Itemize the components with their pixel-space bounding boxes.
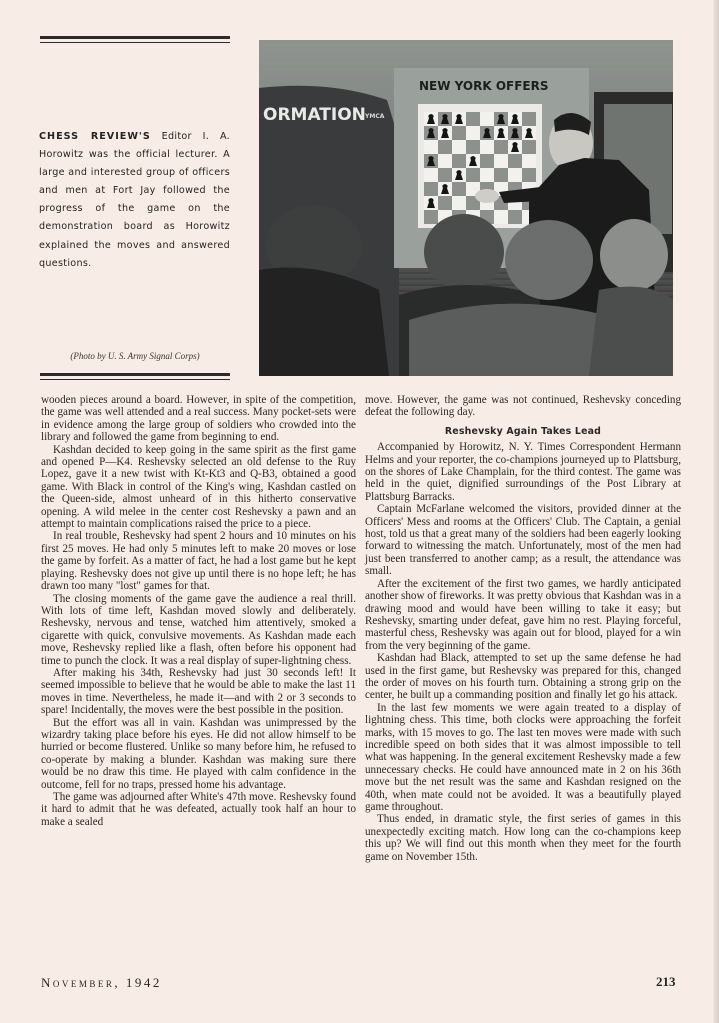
board-square <box>494 210 508 224</box>
top-rule <box>40 36 230 43</box>
article-paragraph: After making his 34th, Reshevsky had just 30 seconds left! It seemed impossible to believe that he would be able to make the last 11 moves in time. Nevertheless, he made it—and with 2 or 3 seconds to spare! Incidentally, the moves were the best possible in the position. <box>41 666 356 717</box>
board-square <box>508 168 522 182</box>
board-square <box>438 196 452 210</box>
article-paragraph: After the excitement of the first two games, we hardly anticipated another show of fireworks. It was pretty obvious that Kashdan was in a drawing mood and would have been willing to take it easy; but Reshevsky, smarting under defeat, gave him no rest. Playing forceful, masterful chess, Reshevsky was again out for blood, played for a win from the very beginning of the game. <box>365 577 681 652</box>
photo-caption <box>39 128 230 273</box>
board-square <box>508 210 522 224</box>
section-heading: Reshevsky Again Takes Lead <box>444 425 602 437</box>
article-paragraph: In the last few moments we were again treated to a display of lightning chess. This time, both clocks were approaching the forfeit marks, with 15 moves to go. The last ten moves were made with such incredible speed on both sides that it was almost impossible to tell what was happening. In the general excitement Reshevsky made a few unnecessary checks. He could have announced mate in 2 on his 36th move but the net result was the same and Kashdan resigned on the 40th, when mate could not be avoided. It was a beautifully played game throughout. <box>365 701 681 813</box>
board-square <box>522 140 536 154</box>
board-square <box>480 140 494 154</box>
board-square <box>480 154 494 168</box>
article-paragraph: Thus ended, in dramatic style, the first series of games in this unexpectedly exciting match. How long can the co-champions keep this up? We will find out this month when they meet for the fourth game on November 15th. <box>365 813 681 863</box>
board-square <box>494 168 508 182</box>
photo-credit: (Photo by U. S. Army Signal Corps) <box>70 351 200 361</box>
photo <box>259 40 673 376</box>
audience-head <box>505 220 593 300</box>
board-square <box>466 112 480 126</box>
board-square <box>438 154 452 168</box>
article-paragraph: Kashdan decided to keep going in the same spirit as the first game and opened P—K4. Reshevsky selected an old defense to the Ruy Lopez, gave it a new twist with Kt-Kt3 and Q-B3, obtained a good game. With Black in control of the King's wing, Kashdan castled on the Queen-side, almost unheard of in this hitherto conservative opening. A wild melee in the center cost Reshevsky a pawn and an attempt to maintain complications raised the price to a piece. <box>41 443 356 531</box>
board-square <box>438 168 452 182</box>
article-paragraph: The game was adjourned after White's 47th move. Reshevsky found it hard to admit that he was defeated, actually took half an hour to make a sealed <box>41 791 356 828</box>
article-paragraph: Accompanied by Horowitz, N. Y. Times Correspondent Hermann Helms and your reporter, the co-champions journeyed up to Plattsburg, on the shores of Lake Champlain, for the third contest. The game was held in the quiet, dignified surroundings of the Post Library at Plattsburg Barracks. <box>365 441 681 503</box>
photo-illustration <box>259 40 673 376</box>
caption-lead: CHESS REVIEW'S <box>39 131 151 142</box>
article-paragraph: The closing moments of the game gave the audience a real thrill. With lots of time left, Kashdan moved slowly and deliberately. Reshevsky, nervous and tense, watched him attentively, smoked a cigarette with quick, convulsive movements. As Kashdan made each move, Reshevsky replied like a flash, often before his opponent had time to punch the clock. It was a real display of super-lightning chess. <box>41 592 356 667</box>
board-square <box>438 140 452 154</box>
article-column-left <box>41 394 356 828</box>
board-square <box>522 112 536 126</box>
board-square <box>466 140 480 154</box>
article-paragraph: In real trouble, Reshevsky had spent 2 hours and 10 minutes on his first 25 moves. He had only 5 minutes left to make 20 moves or lose the game by forfeit. As a matter of fact, he had a lost game but he kept playing. Reshevsky does not give up until there is no hope left; he has drawn too many "lost" games for that. <box>41 530 356 593</box>
bottom-rule <box>40 373 230 380</box>
board-square <box>466 126 480 140</box>
board-square <box>452 196 466 210</box>
article-paragraph: wooden pieces around a board. However, in spite of the competition, the game was well attended and a real success. Many pocket-sets were in evidence among the large group of soldiers who crowded into the library and followed the game from beginning to end. <box>41 394 356 444</box>
board-square <box>494 140 508 154</box>
audience-head <box>424 214 504 290</box>
board-square <box>522 168 536 182</box>
board-square <box>452 140 466 154</box>
caption-text: Editor I. A. Horowitz was the official lecturer. A large and interested group of officers and men at Fort Jay followed the progress of the game on the demonstration board as Horowitz explained the moves and answered questions. <box>39 131 230 269</box>
page-edge <box>713 0 719 1023</box>
board-square <box>522 154 536 168</box>
article-paragraph: But the effort was all in vain. Kashdan was unimpressed by the wizardry taking place before his eyes. He did not allow himself to be hurried or become flustered. Unlike so many before him, he refused to co-operate by making a blunder. Kashdan was making sure there would be no draw this time. He played with calm confidence in the outcome, fell for no traps, pressed home his advantage. <box>41 716 356 791</box>
article-paragraph: move. However, the game was not continued, Reshevsky conceding defeat the following day. <box>365 394 681 419</box>
demonstration-chessboard <box>418 104 542 228</box>
sign-left-text: ORMATION <box>263 105 366 125</box>
board-square <box>452 126 466 140</box>
board-square <box>480 168 494 182</box>
board-square <box>466 168 480 182</box>
board-square <box>480 112 494 126</box>
article-column-right <box>365 394 681 863</box>
board-square <box>452 154 466 168</box>
sign-small-text: YMCA <box>365 113 385 120</box>
board-square <box>452 182 466 196</box>
article-paragraph: Captain McFarlane welcomed the visitors, provided dinner at the Officers' Mess and rooms at the Officers' Club. The Captain, a genial host, told us that a great many of the soldiers had been eagerly looking forward to witnessing the match. Unfortunately, most of the men had just been transferred to another camp; as a result, the attendance was small. <box>365 503 681 578</box>
issue-date: November, 1942 <box>41 975 162 990</box>
board-square <box>494 154 508 168</box>
board-square <box>508 154 522 168</box>
page-number: 213 <box>656 974 676 989</box>
sign-main-text: NEW YORK OFFERS <box>419 79 549 93</box>
article-paragraph: Kashdan had Black, attempted to set up the same defense he had used in the first game, but Reshevsky was prepared for this, changed the order of moves on his fourth turn. Obtaining a strong grip on the center, he built up a commanding position and finally let go his attack. <box>365 652 681 702</box>
board-square <box>424 140 438 154</box>
board-square <box>424 168 438 182</box>
audience-head <box>600 219 668 291</box>
board-square <box>424 182 438 196</box>
board-square <box>424 210 438 224</box>
